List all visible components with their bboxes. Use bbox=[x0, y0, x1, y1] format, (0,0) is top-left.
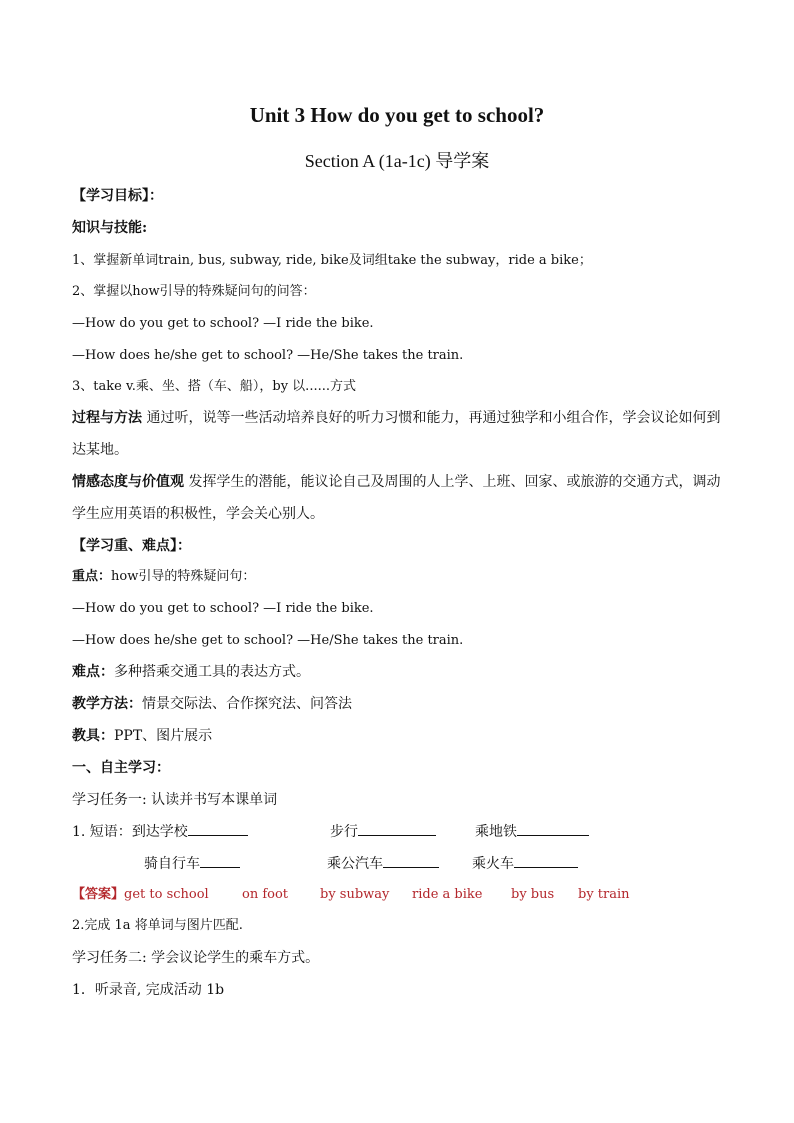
answer-6: by train bbox=[578, 887, 630, 902]
process-paragraph bbox=[72, 402, 724, 466]
blank-6[interactable] bbox=[514, 853, 578, 868]
difficulty-label: 难点： bbox=[72, 664, 114, 680]
knowledge-example-1: —How do you get to school? —I ride the bike. bbox=[72, 316, 374, 331]
phrase-3-text: 乘地铁 bbox=[475, 824, 517, 840]
blank-3[interactable] bbox=[517, 821, 589, 836]
knowledge-item-3: 3、take v.乘、坐、搭（车、船），by 以......方式 bbox=[72, 379, 356, 394]
phrase-2 bbox=[330, 821, 436, 842]
answer-3: by subway bbox=[320, 887, 390, 902]
page-title: Unit 3 How do you get to school? bbox=[249, 103, 545, 127]
key-point-text: how引导的特殊疑问句： bbox=[111, 569, 256, 584]
knowledge-example-2: —How does he/she get to school? —He/She takes the train. bbox=[72, 348, 464, 363]
key-points-heading: 【学习重、难点】： bbox=[72, 538, 191, 554]
process-text: 通过听，说等一些活动培养良好的听力习惯和能力，再通过独学和小组合作，学会议论如何到达某地。 bbox=[72, 410, 721, 458]
knowledge-item-2: 2、掌握以how引导的特殊疑问句的问答： bbox=[72, 284, 316, 299]
phrase-1 bbox=[72, 821, 248, 842]
phrase-2-text: 步行 bbox=[330, 824, 358, 840]
difficulty-line bbox=[72, 662, 310, 682]
answer-1: get to school bbox=[124, 887, 209, 902]
blank-4[interactable] bbox=[200, 853, 240, 868]
method-label: 教学方法： bbox=[72, 696, 142, 712]
key-example-2: —How does he/she get to school? —He/She takes the train. bbox=[72, 633, 464, 648]
process-label: 过程与方法 bbox=[72, 410, 142, 426]
tools-label: 教具： bbox=[72, 728, 114, 744]
method-line bbox=[72, 694, 352, 714]
self-study-heading: 一、自主学习： bbox=[72, 760, 170, 776]
task-1: 学习任务一: 认读并书写本课单词 bbox=[72, 792, 278, 808]
knowledge-item-1: 1、掌握新单词train, bus, subway, ride, bike及词组take the subway，ride a bike； bbox=[72, 253, 592, 268]
emotion-label: 情感态度与价值观 bbox=[72, 474, 184, 490]
blank-2[interactable] bbox=[358, 821, 436, 836]
phrase-6 bbox=[472, 853, 578, 874]
phrase-4-text: 骑自行车 bbox=[144, 856, 200, 872]
item-2: 2.完成 1a 将单词与图片匹配. bbox=[72, 918, 243, 933]
tools-text: PPT、图片展示 bbox=[114, 728, 213, 744]
method-text: 情景交际法、合作探究法、问答法 bbox=[142, 696, 352, 712]
key-point-line bbox=[72, 567, 255, 587]
task-2: 学习任务二: 学会议论学生的乘车方式。 bbox=[72, 950, 320, 966]
listening-item: 1．听录音, 完成活动 1b bbox=[72, 982, 225, 998]
emotion-text: 发挥学生的潜能，能议论自己及周围的人上学、上班、回家、或旅游的交通方式，调动学生应用英语的积极性，学会关心别人。 bbox=[72, 474, 721, 522]
phrase-5-text: 乘公汽车 bbox=[327, 856, 383, 872]
phrase-4 bbox=[144, 853, 240, 874]
answer-line bbox=[72, 885, 209, 905]
difficulty-text: 多种搭乘交通工具的表达方式。 bbox=[114, 664, 310, 680]
phrase-1-text: 到达学校 bbox=[131, 824, 188, 840]
phrase-5 bbox=[327, 853, 439, 874]
phrase-6-text: 乘火车 bbox=[472, 856, 514, 872]
key-point-label: 重点： bbox=[72, 569, 112, 584]
blank-1[interactable] bbox=[188, 821, 248, 836]
knowledge-label: 知识与技能: bbox=[72, 220, 148, 236]
page-subtitle: Section A (1a-1c) 导学案 bbox=[304, 151, 490, 171]
blank-5[interactable] bbox=[383, 853, 439, 868]
phrases-label: 1. 短语： bbox=[72, 824, 132, 840]
answer-label: 【答案】 bbox=[72, 887, 125, 902]
answer-4: ride a bike bbox=[412, 887, 483, 902]
tools-line bbox=[72, 726, 212, 746]
emotion-paragraph bbox=[72, 466, 724, 530]
answer-5: by bus bbox=[511, 887, 555, 902]
answer-2: on foot bbox=[242, 887, 289, 902]
goals-heading: 【学习目标】： bbox=[72, 188, 163, 204]
phrase-3 bbox=[475, 821, 589, 842]
key-example-1: —How do you get to school? —I ride the bike. bbox=[72, 601, 374, 616]
